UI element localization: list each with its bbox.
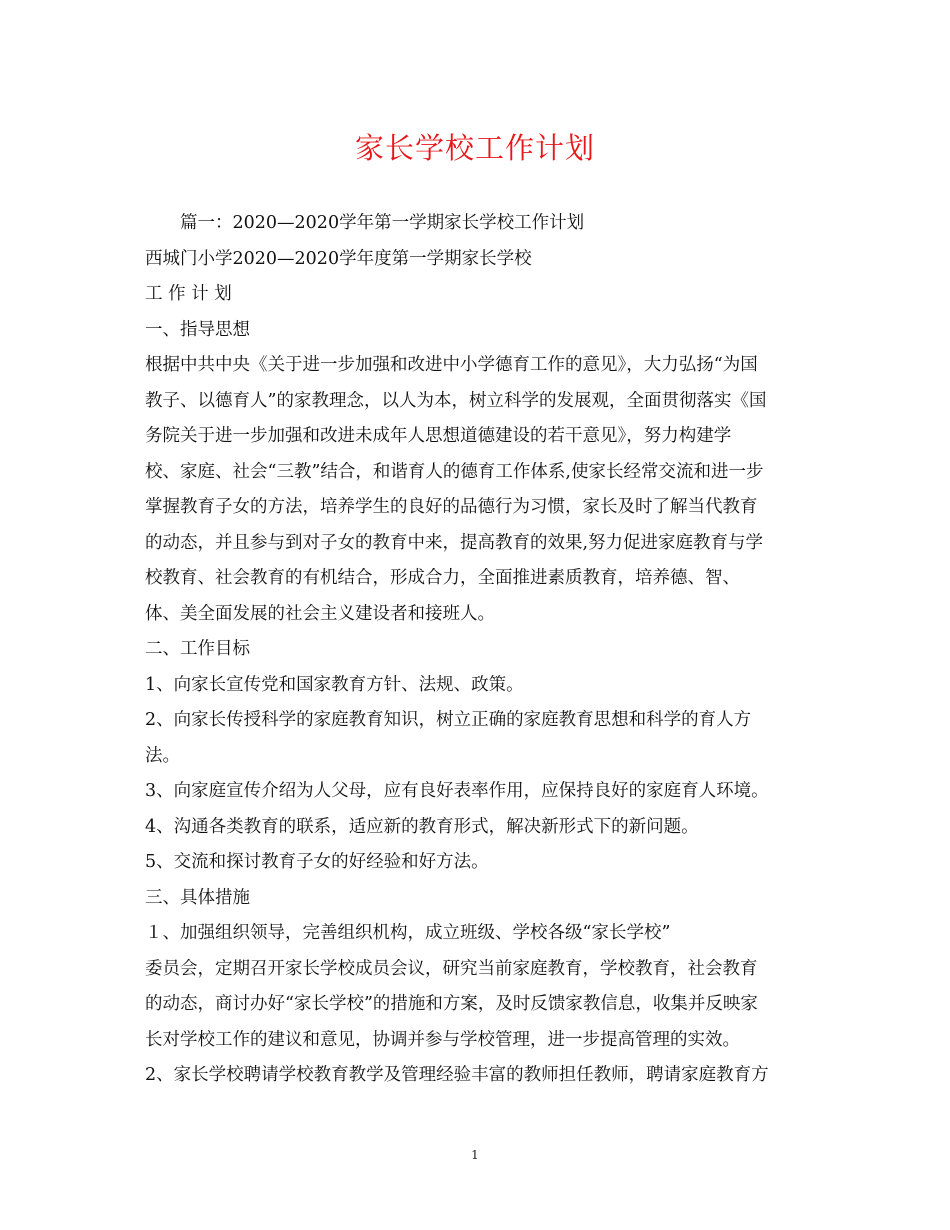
text-line: 法。 <box>145 745 180 766</box>
document-body <box>145 206 825 1094</box>
text-line: 根据中共中央《关于进一步加强和改进中小学德育工作的意见》，大力弘扬“为国 <box>145 355 758 375</box>
page-number: 1 <box>471 1148 479 1162</box>
text-line: 校教育、社会教育的有机结合，形成合力，全面推进素质教育，培养德、智、 <box>145 568 740 588</box>
text-line: 工 作 计 划 <box>145 284 232 304</box>
text-line: 教子、以德育人”的家教理念，以人为本，树立科学的发展观，全面贯彻落实《国 <box>145 390 767 411</box>
text-line: 务院关于进一步加强和改进未成年人思想道德建设的若干意见》，努力构建学 <box>145 426 732 446</box>
text-line: 体、美全面发展的社会主义建设者和接班人。 <box>145 603 495 624</box>
text-line: 委员会，定期召开家长学校成员会议，研究当前家庭教育，学校教育，社会教育 <box>145 958 758 979</box>
text-line: 3、向家庭宣传介绍为人父母，应有良好表率作用，应保持良好的家庭育人环境。 <box>145 781 769 801</box>
text-line: 2、向家长传授科学的家庭教育知识，树立正确的家庭教育思想和科学的育人方 <box>145 710 752 730</box>
text-line: 长对学校工作的建议和意见，协调并参与学校管理，进一步提高管理的实效。 <box>145 1029 740 1050</box>
text-line: １、加强组织领导，完善组织机构，成立班级、学校各级“家长学校” <box>145 923 671 943</box>
text-line: 1、向家长宣传党和国家教育方针、法规、政策。 <box>145 674 524 695</box>
text-line: 二、工作目标 <box>145 639 250 659</box>
text-line: 2、家长学校聘请学校教育教学及管理经验丰富的教师担任教师，聘请家庭教育方 <box>145 1065 769 1085</box>
text-line: 校、家庭、社会“三教”结合，和谐育人的德育工作体系,使家长经常交流和进一步 <box>145 461 764 482</box>
text-line: 西城门小学2020—2020学年度第一学期家长学校 <box>145 248 532 269</box>
text-line: 的动态，并且参与到对子女的教育中来，提高教育的效果,努力促进家庭教育与学 <box>145 532 764 553</box>
text-line: 的动态，商讨办好“家长学校”的措施和方案，及时反馈家教信息，收集并反映家 <box>145 994 758 1014</box>
text-line: 三、具体措施 <box>145 887 250 908</box>
text-line: 一、指导思想 <box>145 319 250 340</box>
document-title: 家长学校工作计划 <box>354 131 595 165</box>
text-line: 篇一：2020—2020学年第一学期家长学校工作计划 <box>145 213 585 233</box>
text-line: 5、交流和探讨教育子女的好经验和好方法。 <box>145 852 489 872</box>
text-line: 掌握教育子女的方法，培养学生的良好的品德行为习惯，家长及时了解当代教育 <box>145 497 758 517</box>
text-line: 4、沟通各类教育的联系，适应新的教育形式，解决新形式下的新问题。 <box>145 816 699 837</box>
